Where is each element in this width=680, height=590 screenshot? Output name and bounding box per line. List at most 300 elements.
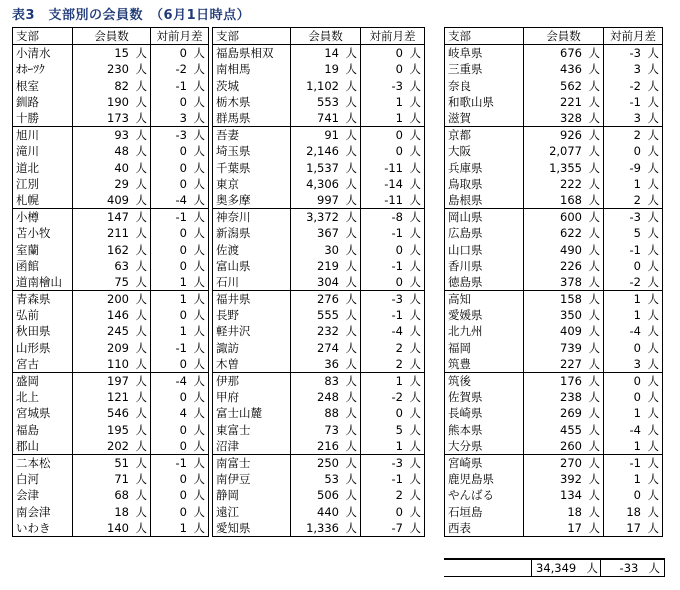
table-row: [13, 340, 209, 356]
header-branch: 支部: [445, 28, 524, 45]
table-row: [445, 422, 663, 438]
table-row: [13, 405, 209, 421]
table-row: [213, 127, 425, 144]
monthly-diff: 2 人: [361, 487, 425, 503]
member-count: 304 人: [291, 274, 361, 291]
branch-name: 南富士: [213, 454, 291, 471]
member-count: 1,355 人: [524, 160, 604, 176]
monthly-diff: 0 人: [151, 471, 209, 487]
member-count: 248 人: [291, 389, 361, 405]
branch-name: 筑後: [445, 372, 524, 389]
table-row: [13, 520, 209, 537]
branch-name: 小樽: [13, 209, 73, 226]
monthly-diff: 0 人: [604, 389, 663, 405]
table-row: [213, 503, 425, 519]
monthly-diff: 0 人: [151, 176, 209, 192]
member-count: 110 人: [73, 356, 151, 373]
monthly-diff: 2 人: [361, 356, 425, 373]
branch-name: 千葉県: [213, 160, 291, 176]
branch-name: 山形県: [13, 340, 73, 356]
monthly-diff: 0 人: [604, 258, 663, 274]
table-row: [213, 209, 425, 226]
header-members: 会員数: [73, 28, 151, 45]
monthly-diff: -3 人: [361, 291, 425, 308]
member-count: 30 人: [291, 241, 361, 257]
monthly-diff: 0 人: [361, 503, 425, 519]
branch-name: 木曽: [213, 356, 291, 373]
member-count: 40 人: [73, 160, 151, 176]
table-row: [13, 389, 209, 405]
table-row: [13, 258, 209, 274]
monthly-diff: 1 人: [361, 94, 425, 110]
branch-name: 室蘭: [13, 241, 73, 257]
monthly-diff: -14 人: [361, 176, 425, 192]
branch-name: 岐阜県: [445, 45, 524, 62]
monthly-diff: -1 人: [151, 454, 209, 471]
branch-name: ｵﾎｰﾂｸ: [13, 61, 73, 77]
table-row: [445, 241, 663, 257]
branch-name: 埼玉県: [213, 143, 291, 159]
branch-name: 青森県: [13, 291, 73, 308]
member-count: 195 人: [73, 422, 151, 438]
monthly-diff: 1 人: [604, 176, 663, 192]
member-count: 4,306 人: [291, 176, 361, 192]
member-count: 18 人: [524, 503, 604, 519]
member-count: 2,077 人: [524, 143, 604, 159]
table-row: [445, 192, 663, 209]
table-row: [213, 291, 425, 308]
table-row: [213, 78, 425, 94]
member-count: 238 人: [524, 389, 604, 405]
member-count: 270 人: [524, 454, 604, 471]
header-members: 会員数: [524, 28, 604, 45]
table-row: [13, 291, 209, 308]
member-count: 68 人: [73, 487, 151, 503]
member-count: 455 人: [524, 422, 604, 438]
table-row: [445, 258, 663, 274]
branch-name: 群馬県: [213, 110, 291, 127]
branch-name: 旭川: [13, 127, 73, 144]
table-row: [445, 225, 663, 241]
table-row: [13, 78, 209, 94]
monthly-diff: 3 人: [604, 356, 663, 373]
monthly-diff: -1 人: [604, 454, 663, 471]
monthly-diff: 1 人: [361, 372, 425, 389]
branch-name: 佐賀県: [445, 389, 524, 405]
member-count: 173 人: [73, 110, 151, 127]
table-row: [13, 192, 209, 209]
table-row: [13, 274, 209, 291]
branch-name: 兵庫県: [445, 160, 524, 176]
monthly-diff: -3 人: [151, 127, 209, 144]
member-count: 553 人: [291, 94, 361, 110]
member-count: 250 人: [291, 454, 361, 471]
table-row: [13, 209, 209, 226]
monthly-diff: -1 人: [361, 258, 425, 274]
table-row: [13, 110, 209, 127]
monthly-diff: 0 人: [151, 487, 209, 503]
monthly-diff: 1 人: [604, 405, 663, 421]
table-row: [13, 372, 209, 389]
branch-name: 栃木県: [213, 94, 291, 110]
branch-name: 静岡: [213, 487, 291, 503]
header-branch: 支部: [213, 28, 291, 45]
branch-name: やんばる: [445, 487, 524, 503]
table-row: [13, 160, 209, 176]
member-count: 269 人: [524, 405, 604, 421]
table-row: [445, 45, 663, 62]
table-row: [213, 274, 425, 291]
branch-name: 甲府: [213, 389, 291, 405]
branch-name: 小清水: [13, 45, 73, 62]
branch-name: 茨城: [213, 78, 291, 94]
branch-name: 吾妻: [213, 127, 291, 144]
table-row: [445, 503, 663, 519]
total-spacer: [444, 559, 532, 577]
member-count: 190 人: [73, 94, 151, 110]
branch-name: 三重県: [445, 61, 524, 77]
table-row: [213, 61, 425, 77]
member-count: 1,537 人: [291, 160, 361, 176]
branch-name: 佐渡: [213, 241, 291, 257]
table-row: [445, 291, 663, 308]
monthly-diff: 2 人: [604, 192, 663, 209]
member-count: 230 人: [73, 61, 151, 77]
table-row: [445, 323, 663, 339]
member-count: 71 人: [73, 471, 151, 487]
monthly-diff: 0 人: [151, 422, 209, 438]
member-count: 146 人: [73, 307, 151, 323]
member-count: 209 人: [73, 340, 151, 356]
monthly-diff: 5 人: [604, 225, 663, 241]
table-row: [13, 143, 209, 159]
monthly-diff: -1 人: [604, 94, 663, 110]
branch-name: 東富士: [213, 422, 291, 438]
monthly-diff: -1 人: [151, 209, 209, 226]
table-row: [213, 520, 425, 537]
branch-name: 伊那: [213, 372, 291, 389]
header-diff: 対前月差: [151, 28, 209, 45]
monthly-diff: 0 人: [604, 372, 663, 389]
member-count: 29 人: [73, 176, 151, 192]
table-row: [445, 61, 663, 77]
member-count: 555 人: [291, 307, 361, 323]
table-row: [213, 340, 425, 356]
monthly-diff: 0 人: [604, 487, 663, 503]
table-row: [445, 487, 663, 503]
table-title: 表3 支部別の会員数 （6月1日時点）: [12, 8, 251, 23]
table-row: [213, 487, 425, 503]
member-count: 200 人: [73, 291, 151, 308]
member-count: 140 人: [73, 520, 151, 537]
branch-name: いわき: [13, 520, 73, 537]
member-count: 378 人: [524, 274, 604, 291]
table-row: [213, 323, 425, 339]
monthly-diff: 0 人: [604, 340, 663, 356]
member-count: 367 人: [291, 225, 361, 241]
monthly-diff: 0 人: [151, 356, 209, 373]
table-row: [213, 307, 425, 323]
header-members: 会員数: [291, 28, 361, 45]
table-row: [13, 356, 209, 373]
branch-name: 石垣島: [445, 503, 524, 519]
table-row: [445, 110, 663, 127]
monthly-diff: 0 人: [151, 258, 209, 274]
member-count: 622 人: [524, 225, 604, 241]
branch-name: 神奈川: [213, 209, 291, 226]
branch-name: 江別: [13, 176, 73, 192]
branch-name: 福岡: [445, 340, 524, 356]
table-row: [445, 94, 663, 110]
branch-name: 南会津: [13, 503, 73, 519]
member-count: 51 人: [73, 454, 151, 471]
monthly-diff: 0 人: [361, 241, 425, 257]
branch-name: 鳥取県: [445, 176, 524, 192]
branch-name: 西表: [445, 520, 524, 537]
branch-name: 十勝: [13, 110, 73, 127]
table-row: [213, 94, 425, 110]
table-row: [445, 356, 663, 373]
table-row: [13, 45, 209, 62]
member-count: 176 人: [524, 372, 604, 389]
monthly-diff: 0 人: [604, 143, 663, 159]
monthly-diff: 0 人: [361, 61, 425, 77]
member-count: 274 人: [291, 340, 361, 356]
table-row: [445, 454, 663, 471]
monthly-diff: 1 人: [604, 291, 663, 308]
monthly-diff: -4 人: [604, 323, 663, 339]
member-count: 219 人: [291, 258, 361, 274]
monthly-diff: -4 人: [151, 372, 209, 389]
branch-name: 福井県: [213, 291, 291, 308]
monthly-diff: -2 人: [151, 61, 209, 77]
monthly-diff: 0 人: [151, 241, 209, 257]
monthly-diff: -1 人: [604, 241, 663, 257]
table-row: [445, 78, 663, 94]
monthly-diff: -1 人: [361, 471, 425, 487]
header-row: [213, 28, 425, 45]
member-count: 83 人: [291, 372, 361, 389]
monthly-diff: -7 人: [361, 520, 425, 537]
monthly-diff: -2 人: [604, 78, 663, 94]
monthly-diff: -1 人: [361, 225, 425, 241]
member-count: 147 人: [73, 209, 151, 226]
branch-name: 広島県: [445, 225, 524, 241]
branch-name: 筑豊: [445, 356, 524, 373]
monthly-diff: -4 人: [151, 192, 209, 209]
monthly-diff: -1 人: [361, 307, 425, 323]
member-count: 2,146 人: [291, 143, 361, 159]
member-count: 260 人: [524, 438, 604, 455]
table-row: [13, 471, 209, 487]
table-row: [213, 225, 425, 241]
table-row: [213, 356, 425, 373]
monthly-diff: 0 人: [151, 438, 209, 455]
monthly-diff: 0 人: [151, 503, 209, 519]
branch-name: 沼津: [213, 438, 291, 455]
table-row: [213, 143, 425, 159]
monthly-diff: 0 人: [151, 225, 209, 241]
monthly-diff: 4 人: [151, 405, 209, 421]
member-count: 91 人: [291, 127, 361, 144]
branch-name: 新潟県: [213, 225, 291, 241]
member-count: 93 人: [73, 127, 151, 144]
table-row: [213, 241, 425, 257]
table-row: [445, 520, 663, 537]
total-members: 34,349 人: [532, 559, 601, 577]
table-row: [13, 94, 209, 110]
table-row: [445, 372, 663, 389]
table-row: [445, 307, 663, 323]
table-row: [13, 225, 209, 241]
member-count: 546 人: [73, 405, 151, 421]
table-row: [213, 471, 425, 487]
member-count: 88 人: [291, 405, 361, 421]
branch-name: 宮古: [13, 356, 73, 373]
table-row: [13, 487, 209, 503]
member-count: 134 人: [524, 487, 604, 503]
table-row: [13, 454, 209, 471]
total-row: [444, 558, 665, 577]
member-count: 3,372 人: [291, 209, 361, 226]
branch-name: 宮城県: [13, 405, 73, 421]
member-count: 409 人: [524, 323, 604, 339]
branch-name: 熊本県: [445, 422, 524, 438]
monthly-diff: -4 人: [361, 323, 425, 339]
branch-name: 滝川: [13, 143, 73, 159]
member-count: 222 人: [524, 176, 604, 192]
monthly-diff: -1 人: [151, 78, 209, 94]
monthly-diff: 0 人: [361, 143, 425, 159]
branch-name: 会津: [13, 487, 73, 503]
monthly-diff: 1 人: [151, 274, 209, 291]
member-count: 350 人: [524, 307, 604, 323]
header-diff: 対前月差: [361, 28, 425, 45]
branch-name: 根室: [13, 78, 73, 94]
table-row: [13, 438, 209, 455]
monthly-diff: 0 人: [151, 143, 209, 159]
table-row: [13, 241, 209, 257]
branch-name: 石川: [213, 274, 291, 291]
branch-name: 香川県: [445, 258, 524, 274]
member-count: 158 人: [524, 291, 604, 308]
branch-name: 鹿児島県: [445, 471, 524, 487]
member-count: 440 人: [291, 503, 361, 519]
member-count: 15 人: [73, 45, 151, 62]
member-count: 48 人: [73, 143, 151, 159]
branch-name: 東京: [213, 176, 291, 192]
member-count: 82 人: [73, 78, 151, 94]
monthly-diff: 1 人: [151, 323, 209, 339]
branch-name: 島根県: [445, 192, 524, 209]
table-row: [445, 389, 663, 405]
branch-name: 白河: [13, 471, 73, 487]
member-count: 75 人: [73, 274, 151, 291]
member-count: 276 人: [291, 291, 361, 308]
monthly-diff: 17 人: [604, 520, 663, 537]
branch-table-1: [12, 27, 209, 537]
member-count: 211 人: [73, 225, 151, 241]
member-count: 600 人: [524, 209, 604, 226]
branch-name: 奥多摩: [213, 192, 291, 209]
branch-name: 函館: [13, 258, 73, 274]
member-count: 121 人: [73, 389, 151, 405]
member-count: 14 人: [291, 45, 361, 62]
table-row: [445, 127, 663, 144]
monthly-diff: -3 人: [361, 78, 425, 94]
branch-name: 道北: [13, 160, 73, 176]
branch-name: 盛岡: [13, 372, 73, 389]
table-row: [445, 176, 663, 192]
monthly-diff: 3 人: [151, 110, 209, 127]
member-count: 17 人: [524, 520, 604, 537]
branch-name: 秋田県: [13, 323, 73, 339]
branch-name: 遠江: [213, 503, 291, 519]
branch-table-2: [212, 27, 425, 537]
member-count: 226 人: [524, 258, 604, 274]
monthly-diff: 1 人: [361, 110, 425, 127]
monthly-diff: 0 人: [361, 405, 425, 421]
member-count: 741 人: [291, 110, 361, 127]
branch-name: 愛媛県: [445, 307, 524, 323]
member-count: 202 人: [73, 438, 151, 455]
branch-name: 長野: [213, 307, 291, 323]
table-row: [445, 405, 663, 421]
table-row: [445, 209, 663, 226]
branch-name: 郡山: [13, 438, 73, 455]
table-row: [13, 61, 209, 77]
table-row: [213, 192, 425, 209]
monthly-diff: -11 人: [361, 160, 425, 176]
member-count: 392 人: [524, 471, 604, 487]
branch-name: 南伊豆: [213, 471, 291, 487]
monthly-diff: 1 人: [361, 438, 425, 455]
member-count: 63 人: [73, 258, 151, 274]
monthly-diff: 5 人: [361, 422, 425, 438]
monthly-diff: 0 人: [361, 127, 425, 144]
table-row: [213, 454, 425, 471]
monthly-diff: -9 人: [604, 160, 663, 176]
member-count: 490 人: [524, 241, 604, 257]
member-count: 227 人: [524, 356, 604, 373]
monthly-diff: 1 人: [604, 438, 663, 455]
branch-name: 大分県: [445, 438, 524, 455]
monthly-diff: 0 人: [151, 307, 209, 323]
branch-table-3: [444, 27, 663, 537]
member-count: 53 人: [291, 471, 361, 487]
table-row: [213, 422, 425, 438]
table-row: [213, 438, 425, 455]
member-count: 997 人: [291, 192, 361, 209]
member-count: 1,336 人: [291, 520, 361, 537]
table-row: [13, 503, 209, 519]
branch-name: 富山県: [213, 258, 291, 274]
member-count: 232 人: [291, 323, 361, 339]
branch-name: 長崎県: [445, 405, 524, 421]
branch-name: 北上: [13, 389, 73, 405]
monthly-diff: 1 人: [151, 520, 209, 537]
header-row: [13, 28, 209, 45]
branch-name: 富士山麓: [213, 405, 291, 421]
monthly-diff: 1 人: [604, 471, 663, 487]
branch-name: 大阪: [445, 143, 524, 159]
table-row: [13, 176, 209, 192]
member-count: 328 人: [524, 110, 604, 127]
branch-name: 山口県: [445, 241, 524, 257]
member-count: 221 人: [524, 94, 604, 110]
monthly-diff: -2 人: [604, 274, 663, 291]
member-count: 926 人: [524, 127, 604, 144]
